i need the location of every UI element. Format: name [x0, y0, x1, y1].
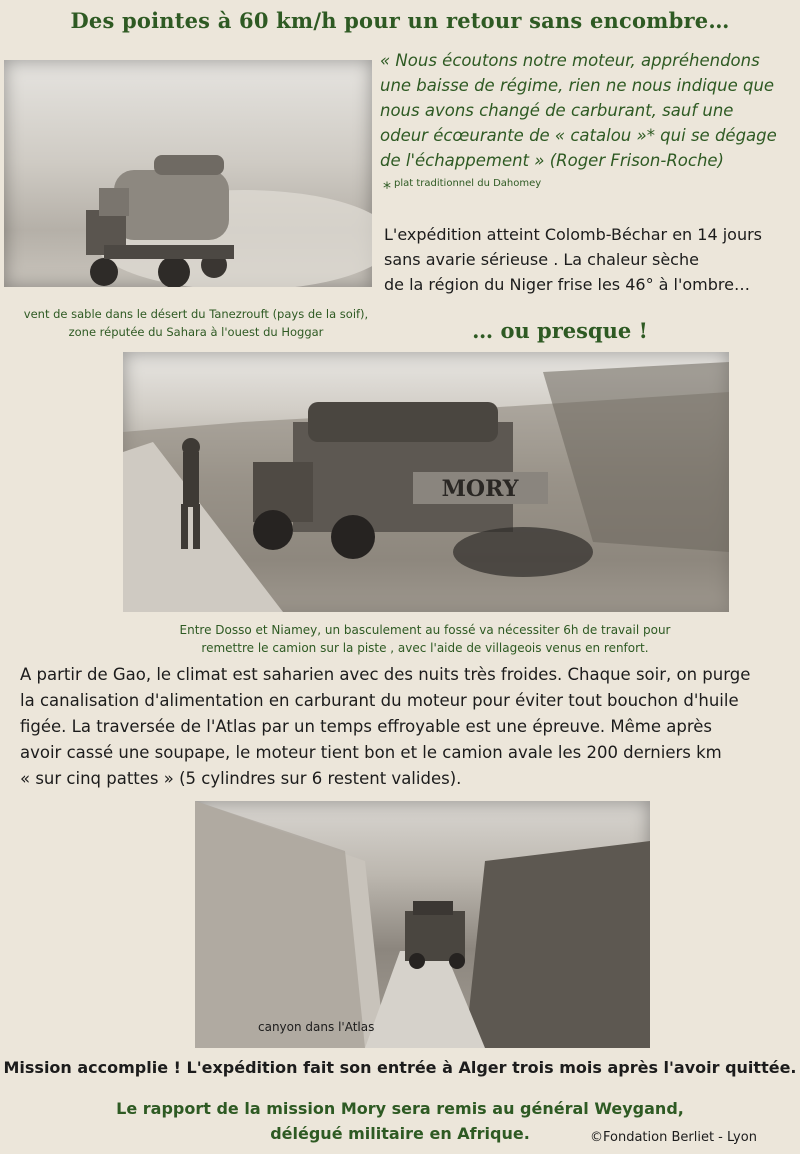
paragraph-line: sans avarie sérieuse . La chaleur sèche [384, 250, 699, 269]
caption-line: remettre le camion sur la piste , avec l'aide de villageois venus en renfort. [201, 641, 649, 655]
canyon-caption: canyon dans l'Atlas [258, 1020, 375, 1034]
atlas-canyon-photo [195, 801, 650, 1048]
copyright: ©Fondation Berliet - Lyon [590, 1130, 757, 1145]
quote-line: odeur écœurante de « catalou »* qui se dégage [380, 126, 777, 145]
footnote-asterisk: * [383, 178, 391, 197]
paragraph-line: « sur cinq pattes » (5 cylindres sur 6 restent valides). [20, 769, 462, 788]
report-line: délégué militaire en Afrique. [270, 1124, 530, 1143]
quote-line: de l'échappement » (Roger Frison-Roche) [380, 151, 724, 170]
quote-line: une baisse de régime, rien ne nous indique que [380, 76, 775, 95]
truck-in-ditch-photo [123, 352, 729, 612]
paragraph-line: A partir de Gao, le climat est saharien avec des nuits très froides. Chaque soir, on purge [20, 665, 751, 684]
truck-sign-text: MORY [441, 476, 519, 502]
paragraph-line: la canalisation d'alimentation en carburant du moteur pour éviter tout bouchon d'huile [20, 691, 739, 710]
frison-roche-quote [380, 48, 796, 173]
caption-line: zone réputée du Sahara à l'ouest du Hoggar [68, 325, 324, 339]
report-line: Le rapport de la mission Mory sera remis au général Weygand, [116, 1099, 684, 1118]
paragraph-line: figée. La traversée de l'Atlas par un temps effroyable est une épreuve. Même après [20, 717, 713, 736]
quote-line: nous avons changé de carburant, sauf une [380, 101, 734, 120]
expedition-paragraph [384, 222, 800, 297]
ditch-caption [100, 621, 750, 657]
paragraph-line: L'expédition atteint Colomb-Béchar en 14 jours [384, 225, 762, 244]
page-title: Des pointes à 60 km/h pour un retour sans encombre… [70, 8, 730, 33]
sandstorm-truck-photo [4, 60, 372, 287]
section-subtitle: … ou presque ! [472, 318, 648, 343]
caption-line: vent de sable dans le désert du Tanezrouft (pays de la soif), [23, 307, 369, 321]
sandstorm-caption [0, 305, 392, 341]
footnote-text: plat traditionnel du Dahomey [394, 178, 542, 189]
paragraph-line: de la région du Niger frise les 46° à l'ombre… [384, 275, 750, 294]
paragraph-line: avoir cassé une soupape, le moteur tient bon et le camion avale les 200 derniers km [20, 743, 722, 762]
mission-accomplished-text: Mission accomplie ! L'expédition fait son entrée à Alger trois mois après l'avoir quittée. [3, 1058, 797, 1077]
quote-line: « Nous écoutons notre moteur, appréhendons [380, 51, 760, 70]
caption-line: Entre Dosso et Niamey, un basculement au fossé va nécessiter 6h de travail pour [179, 623, 671, 637]
footnote [383, 178, 541, 197]
gao-paragraph [20, 662, 795, 792]
